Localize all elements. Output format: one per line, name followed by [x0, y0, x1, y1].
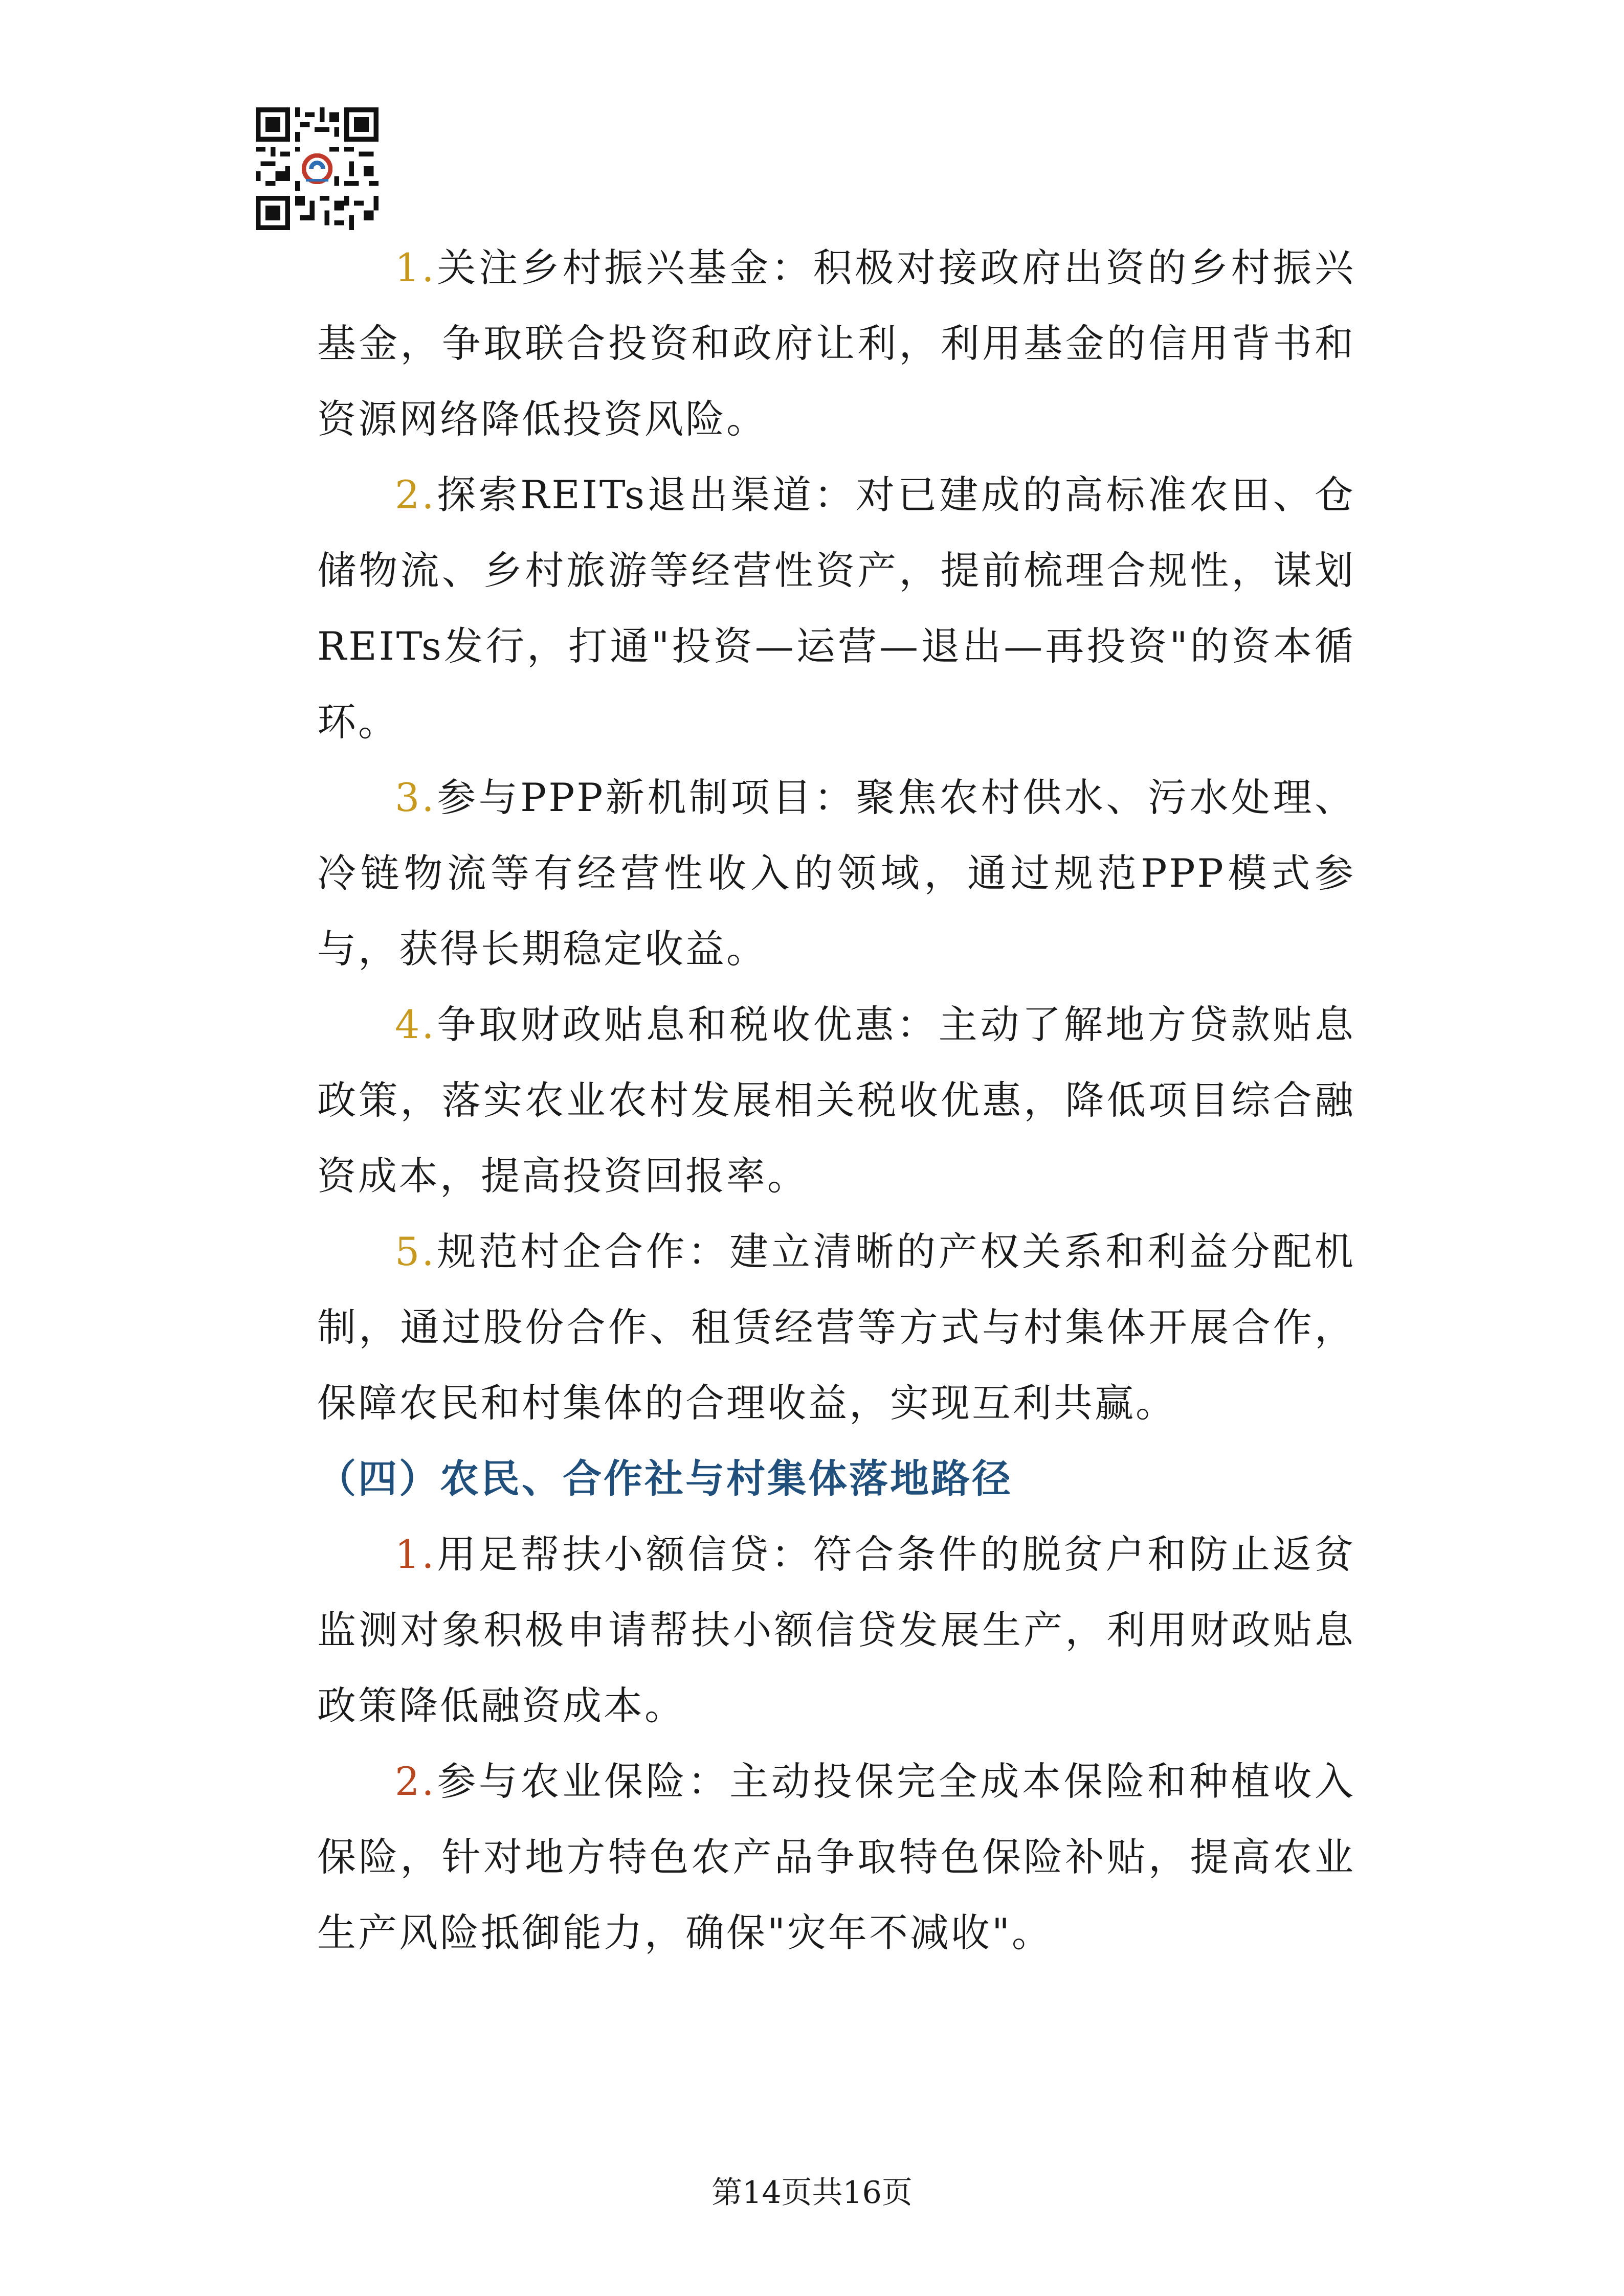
paragraph-ppp	[317, 760, 1355, 987]
list-number: 1.	[395, 245, 436, 290]
paragraph-text: 参与农业保险：主动投保完全成本保险和种植收入保险，针对地方特色农产品争取特色保险补贴，提高农业生产风险抵御能力，确保"灾年不减收"。	[317, 1759, 1355, 1955]
list-number: 2.	[395, 472, 436, 517]
list-number: 5.	[395, 1229, 436, 1274]
list-number: 1.	[395, 1532, 436, 1577]
paragraph-text: 规范村企合作：建立清晰的产权关系和利益分配机制，通过股份合作、租赁经营等方式与村集体开展合作，保障农民和村集体的合理收益，实现互利共赢。	[317, 1229, 1355, 1426]
paragraph-subsidy	[317, 987, 1355, 1214]
paragraph-microcredit	[317, 1517, 1355, 1744]
paragraph-text: 参与PPP新机制项目：聚焦农村供水、污水处理、冷链物流等有经营性收入的领域，通过规范PPP模式参与，获得长期稳定收益。	[317, 775, 1355, 972]
paragraph-text: 探索REITs退出渠道：对已建成的高标准农田、仓储物流、乡村旅游等经营性资产，提前梳理合规性，谋划REITs发行，打通"投资—运营—退出—再投资"的资本循环。	[317, 472, 1355, 745]
paragraph-fund	[317, 230, 1355, 457]
page-footer: 第14页共16页	[711, 2175, 913, 2211]
paragraph-text: 争取财政贴息和税收优惠：主动了解地方贷款贴息政策，落实农业农村发展相关税收优惠，降低项目综合融资成本，提高投资回报率。	[317, 1002, 1355, 1199]
paragraph-reits	[317, 457, 1355, 760]
document-body	[317, 230, 1355, 1971]
paragraph-text: 关注乡村振兴基金：积极对接政府出资的乡村振兴基金，争取联合投资和政府让利，利用基金的信用背书和资源网络降低投资风险。	[317, 245, 1355, 442]
qr-code-image	[256, 107, 379, 230]
list-number: 2.	[395, 1759, 436, 1804]
section-heading: （四）农民、合作社与村集体落地路径	[317, 1456, 1013, 1501]
paragraph-insurance	[317, 1744, 1355, 1971]
paragraph-cooperation	[317, 1214, 1355, 1441]
paragraph-text: 用足帮扶小额信贷：符合条件的脱贫户和防止返贫监测对象积极申请帮扶小额信贷发展生产，利用财政贴息政策降低融资成本。	[317, 1532, 1355, 1728]
list-number: 3.	[395, 775, 436, 820]
list-number: 4.	[395, 1002, 436, 1047]
